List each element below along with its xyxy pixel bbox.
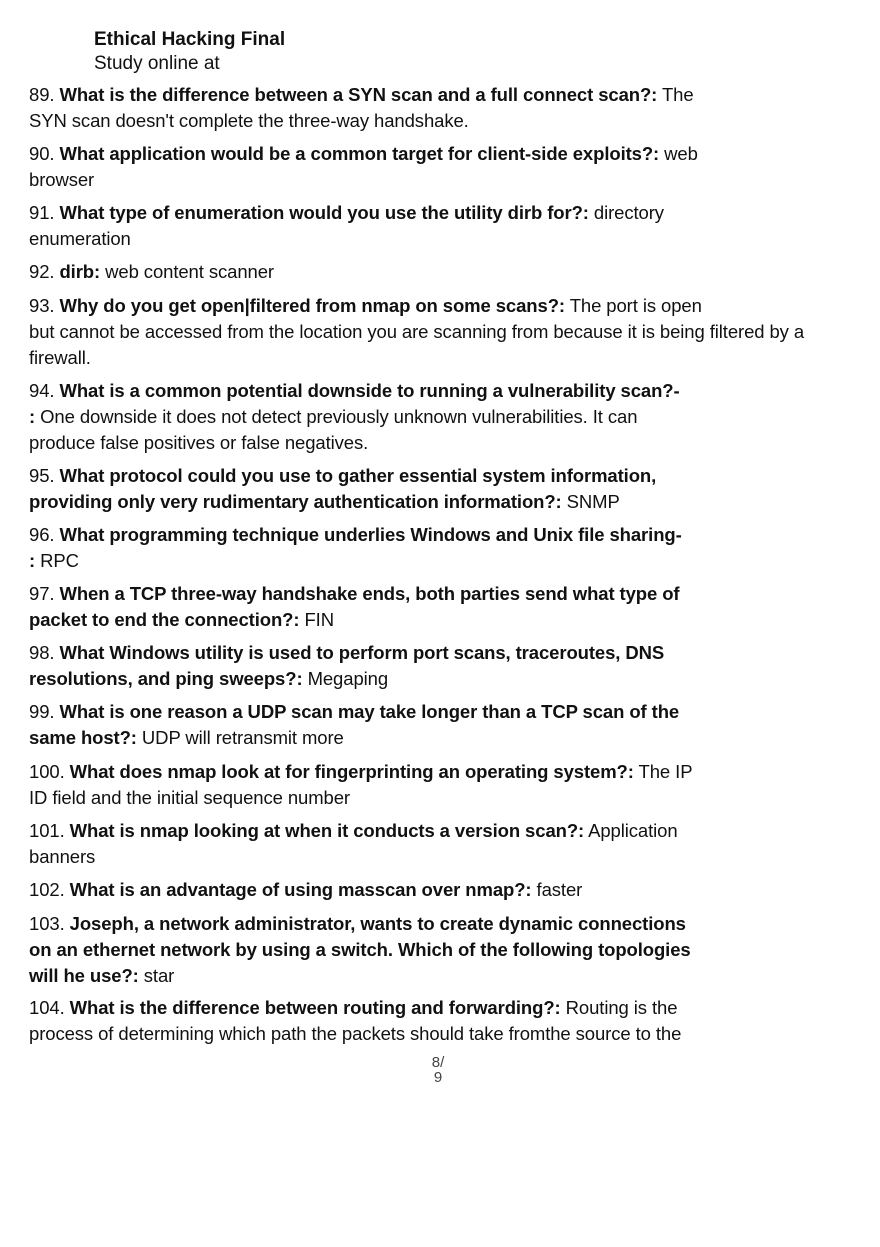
question: What is one reason a UDP scan may take longer than a TCP scan of the — [59, 701, 680, 722]
question: What application would be a common target for client-side exploits?: — [59, 143, 660, 164]
page-number-bottom: 9 — [433, 1069, 443, 1086]
item-number: 97. — [29, 583, 55, 604]
item-number: 94. — [29, 380, 55, 401]
answer-continued: firewall. — [29, 347, 91, 368]
question-continued: will he use?: — [29, 965, 139, 986]
document-subtitle: Study online at — [94, 53, 220, 74]
answer: FIN — [304, 609, 334, 630]
answer-continued: browser — [29, 169, 95, 190]
question: What Windows utility is used to perform port scans, traceroutes, DNS — [59, 642, 665, 663]
answer: Application — [588, 820, 678, 841]
answer-continued: produce false positives or false negatives. — [29, 432, 369, 453]
question: What is an advantage of using masscan over nmap?: — [69, 879, 532, 900]
answer-continued: ID field and the initial sequence number — [29, 787, 350, 808]
item-number: 90. — [29, 143, 55, 164]
qa-item-90 — [29, 141, 859, 193]
item-number: 98. — [29, 642, 55, 663]
question: What protocol could you use to gather essential system information, — [59, 465, 657, 486]
answer-continued: banners — [29, 846, 96, 867]
qa-item-97 — [29, 581, 859, 633]
qa-item-101 — [29, 818, 859, 870]
item-number: 103. — [29, 913, 65, 934]
question: What type of enumeration would you use the utility dirb for?: — [59, 202, 589, 223]
question-continued: providing only very rudimentary authentication information?: — [29, 491, 562, 512]
qa-item-92 — [29, 259, 859, 285]
answer: The port is open — [569, 295, 702, 316]
document-header — [94, 28, 285, 76]
answer-continued: but cannot be accessed from the location you are scanning from because it is being filtered by a — [29, 321, 805, 342]
question: Joseph, a network administrator, wants to create dynamic connections — [69, 913, 686, 934]
qa-item-91 — [29, 200, 859, 252]
qa-item-99 — [29, 699, 859, 751]
question: Why do you get open|filtered from nmap on some scans?: — [59, 295, 565, 316]
question: When a TCP three-way handshake ends, both parties send what type of — [59, 583, 680, 604]
qa-item-94 — [29, 378, 859, 456]
answer: Megaping — [307, 668, 389, 689]
answer: SNMP — [566, 491, 620, 512]
question-continued: same host?: — [29, 727, 137, 748]
qa-item-104 — [29, 995, 859, 1047]
item-number: 104. — [29, 997, 65, 1018]
question: dirb: — [59, 261, 101, 282]
answer: faster — [536, 879, 583, 900]
qa-item-89 — [29, 82, 859, 134]
question: What is the difference between routing and forwarding?: — [69, 997, 561, 1018]
page-number — [428, 1055, 448, 1085]
item-number: 101. — [29, 820, 65, 841]
question-continued: packet to end the connection?: — [29, 609, 300, 630]
page-number-top: 8/ — [431, 1054, 445, 1071]
qa-item-95 — [29, 463, 859, 515]
answer-continued: enumeration — [29, 228, 131, 249]
answer: Routing is the — [565, 997, 678, 1018]
answer-continued: SYN scan doesn't complete the three-way handshake. — [29, 110, 469, 131]
qa-item-102 — [29, 877, 859, 903]
document-title: Ethical Hacking Final — [94, 29, 286, 50]
question-continued: resolutions, and ping sweeps?: — [29, 668, 303, 689]
question: What programming technique underlies Windows and Unix file sharing- — [59, 524, 682, 545]
answer: The — [661, 84, 694, 105]
answer: RPC — [40, 550, 79, 571]
qa-item-96 — [29, 522, 859, 574]
question: What is a common potential downside to running a vulnerability scan?- — [59, 380, 680, 401]
item-number: 92. — [29, 261, 55, 282]
item-number: 93. — [29, 295, 55, 316]
item-number: 91. — [29, 202, 55, 223]
question: What is the difference between a SYN scan and a full connect scan?: — [59, 84, 658, 105]
question: What does nmap look at for fingerprinting an operating system?: — [69, 761, 634, 782]
answer: star — [143, 965, 175, 986]
question: What is nmap looking at when it conducts a version scan?: — [69, 820, 585, 841]
item-number: 100. — [29, 761, 65, 782]
qa-item-93 — [29, 293, 859, 371]
qa-item-98 — [29, 640, 859, 692]
item-number: 95. — [29, 465, 55, 486]
item-number: 96. — [29, 524, 55, 545]
answer: web content scanner — [105, 261, 274, 282]
question-continued: : — [29, 550, 36, 571]
qa-item-103 — [29, 911, 859, 989]
answer: directory — [593, 202, 664, 223]
item-number: 89. — [29, 84, 55, 105]
question-continued: : — [29, 406, 36, 427]
answer-continued: process of determining which path the packets should take fromthe source to the — [29, 1023, 682, 1044]
item-number: 99. — [29, 701, 55, 722]
answer: UDP will retransmit more — [141, 727, 344, 748]
item-number: 102. — [29, 879, 65, 900]
qa-item-100 — [29, 759, 859, 811]
answer: web — [664, 143, 698, 164]
answer: One downside it does not detect previously unknown vulnerabilities. It can — [40, 406, 638, 427]
answer: The IP — [638, 761, 693, 782]
question-continued: on an ethernet network by using a switch. Which of the following topologies — [29, 939, 691, 960]
